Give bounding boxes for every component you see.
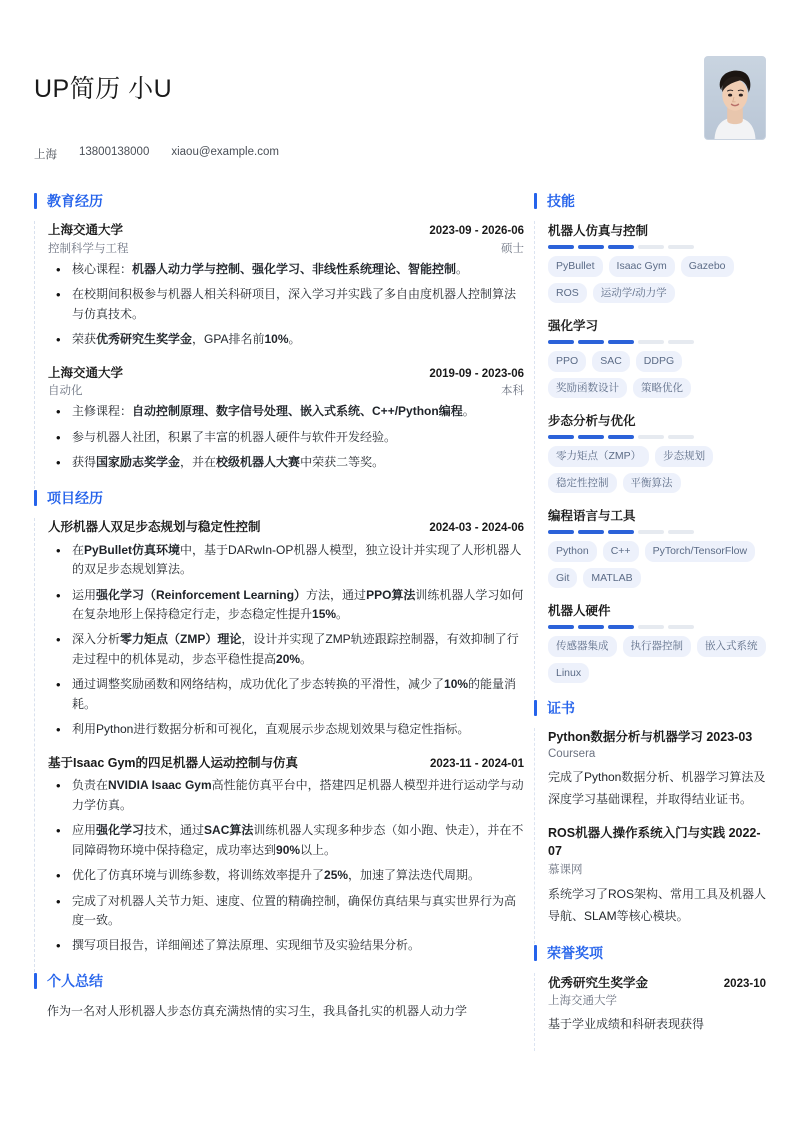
emphasis-text: 15% <box>312 607 337 621</box>
bullet-list <box>48 776 524 956</box>
skill-level-segment <box>668 435 694 439</box>
bullet-item <box>48 453 524 472</box>
skill-category-name: 强化学习 <box>548 319 599 334</box>
entry-header <box>48 518 524 537</box>
emphasis-text: 25% <box>324 868 349 883</box>
skill-tag[interactable]: 平衡算法 <box>623 473 681 494</box>
body-text: 应用 <box>72 823 97 838</box>
skill-level-bar <box>548 340 766 344</box>
certificate-date: 2023-03 <box>706 730 753 745</box>
bullet-item <box>48 821 524 860</box>
school-name: 上海交通大学 <box>48 365 124 380</box>
skill-level-segment <box>608 530 634 534</box>
section-title-skills: 技能 <box>534 192 766 210</box>
project-date: 2024-03 - 2024-06 <box>429 521 524 534</box>
skill-tag[interactable]: DDPG <box>636 351 682 372</box>
body-text: 。 <box>300 651 313 666</box>
skill-level-bar <box>548 625 766 629</box>
body-text: 高性能仿真平台中，搭建四足机器人模型并进行运动学与动力学仿真。 <box>72 778 524 812</box>
body-text: 核心课程： <box>72 261 133 276</box>
emphasis-text: 优秀研究生奖学金 <box>96 332 193 347</box>
bullet-item <box>48 630 524 669</box>
skill-level-segment <box>608 340 634 344</box>
section-body-summary <box>34 1001 524 1037</box>
skill-level-segment <box>638 340 664 344</box>
skill-tag[interactable]: ROS <box>548 283 587 304</box>
bullet-item <box>48 330 524 349</box>
award-header <box>548 973 766 991</box>
education-entry <box>48 364 524 473</box>
skill-level-segment <box>668 245 694 249</box>
body-text: 参与机器人社团，积累了丰富的机器人硬件与软件开发经验。 <box>72 429 397 444</box>
section-title-summary: 个人总结 <box>34 972 524 990</box>
skill-tag-list <box>548 256 766 303</box>
skill-tag[interactable]: 策略优化 <box>633 378 691 399</box>
skill-tag[interactable]: Linux <box>548 663 589 684</box>
section-body-awards <box>534 973 766 1051</box>
entry-header <box>48 754 524 773</box>
body-text: 完成了对机器人关节力矩、速度、位置的精确控制，确保仿真结果与真实世界行为高度一致。 <box>72 893 517 927</box>
emphasis-text: 强化学习 <box>96 823 145 838</box>
project-name: 基于Isaac Gym的四足机器人运动控制与仿真 <box>48 755 299 770</box>
award-description: 基于学业成绩和科研表现获得 <box>548 1016 705 1031</box>
bullet-list <box>48 402 524 472</box>
right-column <box>534 192 766 1051</box>
skill-tag[interactable]: PyBullet <box>548 256 603 277</box>
skill-level-segment <box>638 530 664 534</box>
emphasis-text: 20% <box>276 651 301 666</box>
bullet-item <box>48 428 524 447</box>
skill-tag[interactable]: Git <box>548 568 577 589</box>
skill-group <box>548 221 766 303</box>
body-text: 运用 <box>72 587 97 602</box>
skill-level-segment <box>668 340 694 344</box>
skill-level-segment <box>548 530 574 534</box>
contact-location: 上海 <box>34 149 57 161</box>
section-skills <box>534 192 766 699</box>
certificate-org: Coursera <box>548 747 596 760</box>
bullet-item <box>48 892 524 931</box>
skill-level-segment <box>548 340 574 344</box>
emphasis-text: SAC算法 <box>204 823 254 838</box>
bullet-item <box>48 260 524 279</box>
degree-label: 硕士 <box>501 242 524 255</box>
section-body-skills <box>534 221 766 699</box>
skill-level-segment <box>638 245 664 249</box>
skill-category-name: 步态分析与优化 <box>548 414 636 429</box>
skill-level-segment <box>578 245 604 249</box>
body-text: 。 <box>336 607 349 621</box>
body-text: 利用Python进行数据分析和可视化，直观展示步态规划效果与稳定性指标。 <box>72 722 470 737</box>
body-text: ，设计并实现了ZMP轨迹跟踪控制器，有效抑制了行走过程中的机体晃动，步态平稳性提高 <box>72 632 519 666</box>
emphasis-text: 10% <box>444 677 469 692</box>
award-entry <box>548 973 766 1035</box>
skill-tag[interactable]: 稳定性控制 <box>548 473 617 494</box>
skill-tag[interactable]: 零力矩点（ZMP） <box>548 446 649 467</box>
contact-phone: 13800138000 <box>79 146 150 158</box>
left-column <box>34 192 524 1037</box>
bullet-item <box>48 776 524 815</box>
skill-level-segment <box>578 530 604 534</box>
skill-tag-list <box>548 541 766 588</box>
entry-header <box>48 364 524 383</box>
body-text: 撰写项目报告，详细阐述了算法原理、实现细节及实验结果分析。 <box>72 938 421 953</box>
skill-tag[interactable]: Gazebo <box>681 256 734 277</box>
entry-subheader <box>48 382 524 398</box>
certificate-name: ROS机器人操作系统入门与实践 2022-07 <box>548 825 761 858</box>
skill-group <box>548 316 766 398</box>
emphasis-text: 机器人动力学与控制、强化学习、非线性系统理论、智能控制 <box>132 261 457 276</box>
header-left <box>34 52 704 162</box>
skill-level-bar <box>548 530 766 534</box>
body-text: 以上。 <box>300 842 337 857</box>
education-date: 2019-09 - 2023-06 <box>429 367 524 380</box>
resume-body <box>0 192 800 1051</box>
education-date: 2023-09 - 2026-06 <box>429 225 524 238</box>
skill-level-bar <box>548 435 766 439</box>
section-certificates <box>534 699 766 943</box>
skill-level-segment <box>608 245 634 249</box>
body-text: 的能量消耗。 <box>72 677 517 711</box>
skill-level-segment <box>608 435 634 439</box>
bullet-item <box>48 586 524 625</box>
emphasis-text: 90% <box>276 842 301 857</box>
skill-level-segment <box>578 625 604 629</box>
skill-category-name: 编程语言与工具 <box>548 509 636 524</box>
certificate-entry <box>548 824 766 928</box>
bullet-item <box>48 936 524 955</box>
body-text: ，并在 <box>180 455 217 470</box>
project-entry <box>48 754 524 956</box>
skill-level-segment <box>578 340 604 344</box>
entry-header <box>48 221 524 240</box>
award-date: 2023-10 <box>723 977 766 990</box>
body-text: 在校期间积极参与机器人相关科研项目，深入学习并实践了多自由度机器人控制算法与仿真技术。 <box>72 287 517 321</box>
body-text: 中，基于DARwIn-OP机器人模型，独立设计并实现了人形机器人的双足步态规划算法。 <box>72 542 522 577</box>
body-text: 深入分析 <box>72 632 121 647</box>
section-title-awards: 荣誉奖项 <box>534 944 766 962</box>
entry-subheader <box>48 240 524 256</box>
emphasis-text: 国家励志奖学金 <box>96 455 181 470</box>
skill-tag[interactable]: 执行器控制 <box>623 636 692 657</box>
body-text: 方法，通过 <box>306 587 367 602</box>
certificate-description: 系统学习了ROS架构、常用工具及机器人导航、SLAM等核心模块。 <box>548 887 767 924</box>
skill-tag[interactable]: SAC <box>592 351 630 372</box>
skill-level-segment <box>668 625 694 629</box>
skill-group <box>548 601 766 683</box>
body-text: 获得 <box>72 455 97 470</box>
certificate-date: 2022-07 <box>548 825 761 858</box>
body-text: 在 <box>72 542 85 557</box>
skill-level-segment <box>608 625 634 629</box>
skill-group <box>548 506 766 588</box>
bullet-list <box>48 541 524 740</box>
body-text: ，GPA排名前 <box>192 332 265 347</box>
skill-tag-list <box>548 446 766 493</box>
major-name: 自动化 <box>48 385 83 398</box>
emphasis-text: 10% <box>264 332 289 347</box>
school-name: 上海交通大学 <box>48 223 124 238</box>
certificate-name: Python数据分析与机器学习 2023-03 <box>548 730 753 745</box>
skill-tag[interactable]: PyTorch/TensorFlow <box>645 541 756 562</box>
section-education <box>34 192 524 489</box>
bullet-item <box>48 285 524 324</box>
body-text: 训练机器人学习如何在复杂地形上保持稳定行走，步态稳定性提升 <box>72 587 524 621</box>
skill-level-segment <box>548 435 574 439</box>
section-body-projects <box>34 518 524 972</box>
emphasis-text: NVIDIA Isaac Gym <box>108 778 212 793</box>
skill-tag[interactable]: 步态规划 <box>655 446 713 467</box>
skill-tag[interactable]: Python <box>548 541 597 562</box>
body-text: 技术，通过 <box>144 823 205 838</box>
page-title: UP简历 小U <box>34 75 173 103</box>
bullet-item <box>48 720 524 739</box>
skill-level-segment <box>578 435 604 439</box>
skill-level-segment <box>668 530 694 534</box>
skill-level-segment <box>548 245 574 249</box>
body-text: 主修课程： <box>72 404 133 419</box>
skill-tag[interactable]: 传感器集成 <box>548 636 617 657</box>
project-entry <box>48 518 524 740</box>
skill-level-segment <box>638 625 664 629</box>
bullet-list <box>48 260 524 350</box>
skill-tag[interactable]: MATLAB <box>583 568 640 589</box>
body-text: 。 <box>288 332 301 347</box>
certificate-entry <box>548 728 766 810</box>
section-body-education <box>34 221 524 489</box>
section-title-certificates: 证书 <box>534 699 766 717</box>
bullet-item <box>48 675 524 714</box>
skill-group <box>548 411 766 493</box>
bullet-item <box>48 402 524 421</box>
emphasis-text: 零力矩点（ZMP）理论 <box>120 632 242 647</box>
skill-category-name: 机器人仿真与控制 <box>548 224 649 239</box>
section-title-education: 教育经历 <box>34 192 524 210</box>
section-body-certificates <box>534 728 766 943</box>
skill-level-segment <box>548 625 574 629</box>
certificate-org: 慕课网 <box>548 864 583 877</box>
body-text: 训练机器人实现多种步态（如小跑、快走），并在不同障碍物环境中保持稳定，成功率达到 <box>72 823 524 857</box>
avatar <box>704 56 766 140</box>
section-awards <box>534 944 766 1051</box>
contact-email: xiaou@example.com <box>171 146 279 158</box>
section-summary <box>34 972 524 1038</box>
contact-line <box>34 146 704 162</box>
project-date: 2023-11 - 2024-01 <box>430 757 524 770</box>
body-text: 通过调整奖励函数和网络结构，成功优化了步态转换的平滑性，减少了 <box>72 677 445 692</box>
bullet-item <box>48 541 524 580</box>
emphasis-text: PPO算法 <box>366 587 416 602</box>
emphasis-text: 强化学习（Reinforcement Learning） <box>96 587 307 602</box>
section-projects <box>34 489 524 972</box>
skill-tag[interactable]: 嵌入式系统 <box>697 636 766 657</box>
body-text: ，加速了算法迭代周期。 <box>348 868 481 883</box>
body-text: 负责在 <box>72 778 109 793</box>
skill-category-name: 机器人硬件 <box>548 604 611 619</box>
emphasis-text: 自动控制原理、数字信号处理、嵌入式系统、C++/Python编程 <box>132 404 463 419</box>
emphasis-text: 校级机器人大赛 <box>216 455 301 470</box>
emphasis-text: PyBullet仿真环境 <box>84 542 181 557</box>
skill-tag[interactable]: Isaac Gym <box>609 256 675 277</box>
major-name: 控制科学与工程 <box>48 242 129 255</box>
resume-header <box>0 0 800 162</box>
skill-tag[interactable]: PPO <box>548 351 586 372</box>
section-title-projects: 项目经历 <box>34 489 524 507</box>
skill-tag[interactable]: C++ <box>603 541 639 562</box>
skill-level-bar <box>548 245 766 249</box>
bullet-item <box>48 866 524 885</box>
body-text: 。 <box>462 404 475 419</box>
award-name: 优秀研究生奖学金 <box>548 975 649 990</box>
body-text: 。 <box>456 261 469 276</box>
portrait-photo-icon <box>705 57 765 139</box>
body-text: 优化了仿真环境与训练参数，将训练效率提升了 <box>72 868 325 883</box>
body-text: 荣获 <box>72 332 97 347</box>
education-entry <box>48 221 524 350</box>
body-text: 中荣获二等奖。 <box>300 455 385 470</box>
award-org: 上海交通大学 <box>548 994 617 1007</box>
skill-level-segment <box>638 435 664 439</box>
skill-tag[interactable]: 奖励函数设计 <box>548 378 627 399</box>
degree-label: 本科 <box>501 385 524 398</box>
skill-tag[interactable]: 运动学/动力学 <box>593 283 675 304</box>
project-name: 人形机器人双足步态规划与稳定性控制 <box>48 519 261 534</box>
summary-text: 作为一名对人形机器人步态仿真充满热情的实习生，我具备扎实的机器人动力学 <box>47 1004 468 1019</box>
skill-tag-list <box>548 636 766 683</box>
certificate-description: 完成了Python数据分析、机器学习算法及深度学习基础课程，并取得结业证书。 <box>548 769 766 806</box>
skill-tag-list <box>548 351 766 398</box>
